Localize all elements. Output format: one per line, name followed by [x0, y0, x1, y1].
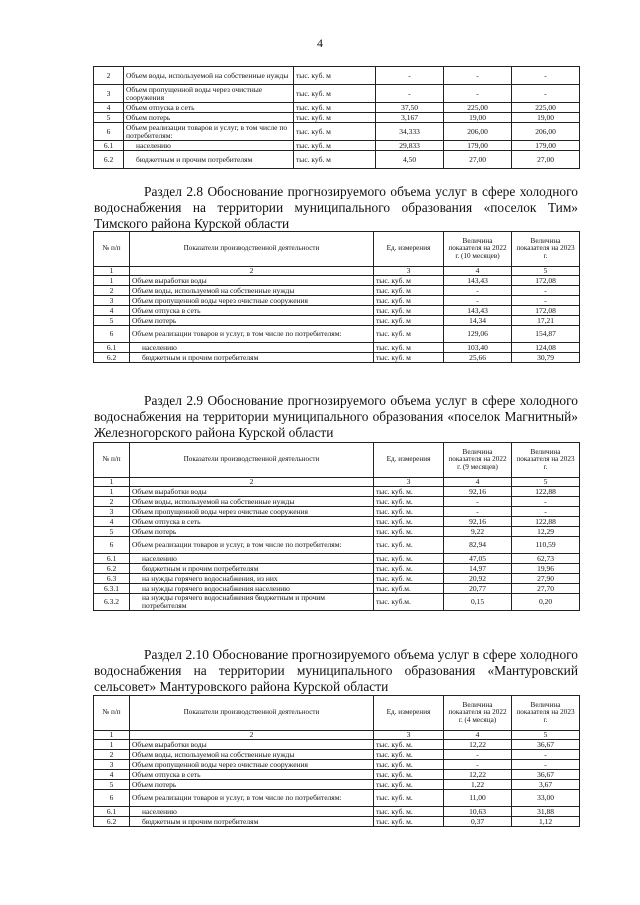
value-2022-cell: 1,22: [444, 780, 512, 790]
indicator-name-cell: Объем пропущенной воды через очистные сооружения: [130, 296, 374, 306]
indicator-name-cell: Объем воды, используемой на собственные нужды: [130, 286, 374, 296]
value-2022-cell: 14,34: [444, 316, 512, 326]
value-2023-cell: 12,29: [512, 527, 580, 537]
value-2023-cell: 1,12: [512, 817, 580, 827]
column-number-cell: 2: [130, 267, 374, 276]
value-2022-cell: 129,06: [444, 326, 512, 343]
value-2023-cell: 154,87: [512, 326, 580, 343]
value-2023-cell: 122,88: [512, 517, 580, 527]
column-number-cell: 4: [444, 478, 512, 487]
value-cell: 179,00: [444, 141, 512, 151]
value-2022-cell: -: [444, 497, 512, 507]
unit-cell: тыс. куб. м: [374, 306, 444, 316]
header-value-2022: Величина показателя на 2022 г. (9 месяцев): [444, 443, 512, 478]
header-unit: Ед. измерения: [374, 443, 444, 478]
value-2022-cell: -: [444, 296, 512, 306]
indicator-name-cell: Объем пропущенной воды через очистные сооружения: [130, 507, 374, 517]
value-2022-cell: 143,43: [444, 276, 512, 286]
header-value-2023: Величина показателя на 2023 г.: [512, 443, 580, 478]
table-row: [94, 286, 580, 296]
value-2023-cell: 30,79: [512, 353, 580, 363]
value-2023-cell: 62,73: [512, 554, 580, 564]
unit-cell: тыс. куб. м.: [374, 564, 444, 574]
value-2022-cell: 0,37: [444, 817, 512, 827]
table-row: [94, 113, 580, 123]
value-2022-cell: -: [444, 750, 512, 760]
column-number-cell: 5: [512, 267, 580, 276]
table-header-row: [94, 696, 580, 731]
value-2023-cell: 172,08: [512, 306, 580, 316]
value-2022-cell: 10,63: [444, 807, 512, 817]
value-2022-cell: 12,22: [444, 740, 512, 750]
indicator-name-cell: Объем реализации товаров и услуг, в том числе по потребителям:: [124, 123, 294, 141]
value-2023-cell: -: [512, 286, 580, 296]
column-number-cell: 1: [94, 267, 130, 276]
unit-cell: тыс. куб. м.: [374, 497, 444, 507]
column-number-cell: 2: [130, 731, 374, 740]
row-number-cell: 6: [94, 790, 130, 807]
column-numbering-row: [94, 267, 580, 276]
unit-cell: тыс. куб. м: [374, 286, 444, 296]
table-row: [94, 306, 580, 316]
indicator-name-cell: Объем потерь: [130, 316, 374, 326]
table-row: [94, 807, 580, 817]
unit-cell: тыс. куб. м.: [374, 807, 444, 817]
table-row: [94, 584, 580, 594]
table-row: [94, 517, 580, 527]
column-number-cell: 5: [512, 478, 580, 487]
value-2022-cell: 82,94: [444, 537, 512, 554]
section-heading-2-8: Раздел 2.8 Обоснование прогнозируемого объема услуг в сфере холодного водоснабжения на территории муниципального образования «поселок Тим» Тимского района Курской области: [94, 184, 578, 231]
unit-cell: тыс. куб. м: [294, 123, 376, 141]
indicator-name-cell: Объем выработки воды: [130, 740, 374, 750]
value-cell: 34,333: [376, 123, 444, 141]
unit-cell: тыс. куб. м.: [374, 790, 444, 807]
value-cell: 37,50: [376, 103, 444, 113]
value-2023-cell: 36,67: [512, 740, 580, 750]
value-2023-cell: -: [512, 507, 580, 517]
indicator-name-cell: Объем отпуска в сеть: [130, 517, 374, 527]
unit-cell: тыс. куб. м.: [374, 554, 444, 564]
value-cell: 4,50: [376, 151, 444, 169]
row-number-cell: 6.2: [94, 817, 130, 827]
unit-cell: тыс. куб.м.: [374, 584, 444, 594]
indicator-name-cell: Объем воды, используемой на собственные нужды: [124, 67, 294, 85]
unit-cell: тыс. куб. м: [374, 343, 444, 353]
table-row: [94, 326, 580, 343]
column-number-cell: 5: [512, 731, 580, 740]
value-cell: 27,00: [444, 151, 512, 169]
row-number-cell: 4: [94, 306, 130, 316]
value-2023-cell: -: [512, 760, 580, 770]
unit-cell: тыс. куб. м: [374, 326, 444, 343]
value-2023-cell: 36,67: [512, 770, 580, 780]
column-number-cell: 4: [444, 731, 512, 740]
value-2022-cell: 143,43: [444, 306, 512, 316]
value-2022-cell: 9,22: [444, 527, 512, 537]
indicator-name-cell: Объем пропущенной воды через очистные сооружения: [124, 85, 294, 103]
indicator-name-cell: Объем отпуска в сеть: [130, 770, 374, 780]
indicator-name-cell: Объем реализации товаров и услуг, в том числе по потребителям:: [130, 790, 374, 807]
table-row: [94, 564, 580, 574]
value-2022-cell: 11,00: [444, 790, 512, 807]
indicator-name-cell: Объем потерь: [130, 527, 374, 537]
value-2023-cell: 172,08: [512, 276, 580, 286]
table-row: [94, 296, 580, 306]
indicator-name-cell: Объем выработки воды: [130, 276, 374, 286]
unit-cell: тыс. куб. м: [374, 353, 444, 363]
table-header-row: [94, 443, 580, 478]
value-cell: -: [376, 85, 444, 103]
indicator-name-cell: Объем реализации товаров и услуг, в том числе по потребителям:: [130, 326, 374, 343]
column-number-cell: 1: [94, 731, 130, 740]
row-number-cell: 2: [94, 67, 124, 85]
header-number: № п/п: [94, 696, 130, 731]
unit-cell: тыс. куб. м.: [374, 507, 444, 517]
unit-cell: тыс. куб. м: [294, 113, 376, 123]
table-row: [94, 760, 580, 770]
unit-cell: тыс. куб. м: [294, 141, 376, 151]
value-2022-cell: 12,22: [444, 770, 512, 780]
indicator-name-cell: бюджетным и прочим потребителям: [130, 817, 374, 827]
value-2023-cell: -: [512, 497, 580, 507]
indicator-name-cell: бюджетным и прочим потребителям: [124, 151, 294, 169]
table-row: [94, 554, 580, 564]
table-row: [94, 276, 580, 286]
indicator-name-cell: на нужды горячего водоснабжения населению: [130, 584, 374, 594]
header-unit: Ед. измерения: [374, 232, 444, 267]
value-cell: -: [512, 67, 580, 85]
table-row: [94, 740, 580, 750]
indicator-name-cell: Объем воды, используемой на собственные нужды: [130, 750, 374, 760]
row-number-cell: 6.3: [94, 574, 130, 584]
unit-cell: тыс. куб. м.: [374, 750, 444, 760]
table-row: [94, 790, 580, 807]
table-row: [94, 594, 580, 611]
row-number-cell: 6.1: [94, 554, 130, 564]
row-number-cell: 4: [94, 517, 130, 527]
unit-cell: тыс. куб. м: [294, 151, 376, 169]
row-number-cell: 6.2: [94, 151, 124, 169]
value-2023-cell: 122,88: [512, 487, 580, 497]
table-row: [94, 817, 580, 827]
value-cell: 19,00: [444, 113, 512, 123]
row-number-cell: 3: [94, 507, 130, 517]
indicator-name-cell: на нужды горячего водоснабжения, из них: [130, 574, 374, 584]
value-cell: -: [444, 85, 512, 103]
value-2022-cell: 20,92: [444, 574, 512, 584]
indicator-name-cell: населению: [130, 807, 374, 817]
indicator-name-cell: Объем пропущенной воды через очистные сооружения: [130, 760, 374, 770]
value-cell: 27,00: [512, 151, 580, 169]
row-number-cell: 6.1: [94, 343, 130, 353]
indicator-name-cell: бюджетным и прочим потребителям: [130, 564, 374, 574]
value-2022-cell: 0,15: [444, 594, 512, 611]
value-cell: 206,00: [512, 123, 580, 141]
unit-cell: тыс. куб. м.: [374, 537, 444, 554]
table-row: [94, 123, 580, 141]
value-2023-cell: 27,70: [512, 584, 580, 594]
row-number-cell: 5: [94, 527, 130, 537]
row-number-cell: 6: [94, 326, 130, 343]
value-cell: 29,833: [376, 141, 444, 151]
table-row: [94, 780, 580, 790]
row-number-cell: 4: [94, 103, 124, 113]
row-number-cell: 6.3.2: [94, 594, 130, 611]
indicator-name-cell: Объем выработки воды: [130, 487, 374, 497]
table-row: [94, 537, 580, 554]
table-row: [94, 151, 580, 169]
column-numbering-row: [94, 478, 580, 487]
unit-cell: тыс. куб. м: [294, 67, 376, 85]
table-section-2-10: [93, 695, 580, 827]
row-number-cell: 4: [94, 770, 130, 780]
table-section-2-9: [93, 442, 580, 611]
table-row: [94, 750, 580, 760]
row-number-cell: 5: [94, 113, 124, 123]
row-number-cell: 5: [94, 780, 130, 790]
column-number-cell: 3: [374, 731, 444, 740]
header-indicator: Показатели производственной деятельности: [130, 232, 374, 267]
unit-cell: тыс. куб. м.: [374, 770, 444, 780]
column-number-cell: 4: [444, 267, 512, 276]
unit-cell: тыс. куб.м.: [374, 594, 444, 611]
value-2022-cell: 14,97: [444, 564, 512, 574]
value-2023-cell: 110,59: [512, 537, 580, 554]
value-2023-cell: 17,21: [512, 316, 580, 326]
header-unit: Ед. измерения: [374, 696, 444, 731]
unit-cell: тыс. куб. м: [294, 103, 376, 113]
indicator-name-cell: Объем отпуска в сеть: [130, 306, 374, 316]
value-cell: 225,00: [512, 103, 580, 113]
table-row: [94, 574, 580, 584]
row-number-cell: 6.1: [94, 141, 124, 151]
column-numbering-row: [94, 731, 580, 740]
indicator-name-cell: Объем реализации товаров и услуг, в том числе по потребителям:: [130, 537, 374, 554]
value-cell: 19,00: [512, 113, 580, 123]
value-2023-cell: -: [512, 296, 580, 306]
indicator-name-cell: Объем потерь: [124, 113, 294, 123]
header-value-2022: Величина показателя на 2022 г. (4 месяца): [444, 696, 512, 731]
indicator-name-cell: Объем отпуска в сеть: [124, 103, 294, 113]
value-2023-cell: 0,20: [512, 594, 580, 611]
value-2022-cell: -: [444, 286, 512, 296]
value-2023-cell: 3,67: [512, 780, 580, 790]
value-2023-cell: 33,00: [512, 790, 580, 807]
table-row: [94, 67, 580, 85]
table-section-2-8: [93, 231, 580, 363]
value-2023-cell: 124,08: [512, 343, 580, 353]
value-cell: -: [376, 67, 444, 85]
unit-cell: тыс. куб. м.: [374, 780, 444, 790]
column-number-cell: 3: [374, 478, 444, 487]
row-number-cell: 6.1: [94, 807, 130, 817]
header-indicator: Показатели производственной деятельности: [130, 443, 374, 478]
row-number-cell: 6.2: [94, 564, 130, 574]
unit-cell: тыс. куб. м.: [374, 574, 444, 584]
header-value-2023: Величина показателя на 2023 г.: [512, 232, 580, 267]
table-row: [94, 497, 580, 507]
unit-cell: тыс. куб. м.: [374, 517, 444, 527]
value-2023-cell: -: [512, 750, 580, 760]
unit-cell: тыс. куб. м: [374, 316, 444, 326]
table-row: [94, 527, 580, 537]
unit-cell: тыс. куб. м.: [374, 527, 444, 537]
row-number-cell: 3: [94, 85, 124, 103]
row-number-cell: 6: [94, 537, 130, 554]
value-2022-cell: 92,16: [444, 487, 512, 497]
table-row: [94, 507, 580, 517]
value-2022-cell: 47,05: [444, 554, 512, 564]
value-cell: 225,00: [444, 103, 512, 113]
table-row: [94, 487, 580, 497]
unit-cell: тыс. куб. м: [374, 276, 444, 286]
row-number-cell: 6.3.1: [94, 584, 130, 594]
table-row: [94, 103, 580, 113]
table-row: [94, 343, 580, 353]
indicator-name-cell: Объем потерь: [130, 780, 374, 790]
row-number-cell: 2: [94, 286, 130, 296]
value-cell: 3,167: [376, 113, 444, 123]
section-heading-2-10: Раздел 2.10 Обоснование прогнозируемого объема услуг в сфере холодного водоснабжения на территории муниципального образования «Мантуровский сельсовет» Мантуровского района Курской области: [94, 647, 578, 694]
row-number-cell: 1: [94, 740, 130, 750]
table-row: [94, 353, 580, 363]
column-number-cell: 1: [94, 478, 130, 487]
page-number: 4: [317, 36, 323, 50]
unit-cell: тыс. куб. м: [294, 85, 376, 103]
indicator-name-cell: Объем воды, используемой на собственные нужды: [130, 497, 374, 507]
row-number-cell: 1: [94, 276, 130, 286]
value-2023-cell: 19,96: [512, 564, 580, 574]
table-header-row: [94, 232, 580, 267]
row-number-cell: 3: [94, 296, 130, 306]
header-number: № п/п: [94, 443, 130, 478]
table-row: [94, 770, 580, 780]
row-number-cell: 2: [94, 497, 130, 507]
value-2022-cell: -: [444, 507, 512, 517]
value-2023-cell: 27,90: [512, 574, 580, 584]
unit-cell: тыс. куб. м.: [374, 760, 444, 770]
table-row: [94, 316, 580, 326]
value-cell: 179,00: [512, 141, 580, 151]
row-number-cell: 6.2: [94, 353, 130, 363]
indicator-name-cell: бюджетным и прочим потребителям: [130, 353, 374, 363]
header-value-2023: Величина показателя на 2023 г.: [512, 696, 580, 731]
value-2022-cell: 25,66: [444, 353, 512, 363]
table-row: [94, 85, 580, 103]
column-number-cell: 2: [130, 478, 374, 487]
value-2023-cell: 31,88: [512, 807, 580, 817]
value-cell: 206,00: [444, 123, 512, 141]
header-number: № п/п: [94, 232, 130, 267]
indicator-name-cell: населению: [130, 343, 374, 353]
value-2022-cell: -: [444, 760, 512, 770]
unit-cell: тыс. куб. м.: [374, 817, 444, 827]
header-value-2022: Величина показателя на 2022 г. (10 месяцев): [444, 232, 512, 267]
row-number-cell: 6: [94, 123, 124, 141]
unit-cell: тыс. куб. м.: [374, 740, 444, 750]
value-cell: -: [512, 85, 580, 103]
section-heading-2-9: Раздел 2.9 Обоснование прогнозируемого объема услуг в сфере холодного водоснабжения на территории муниципального образования «поселок Магнитный» Железногорского района Курской области: [94, 393, 578, 440]
row-number-cell: 2: [94, 750, 130, 760]
indicator-name-cell: населению: [124, 141, 294, 151]
value-2022-cell: 20,77: [444, 584, 512, 594]
row-number-cell: 3: [94, 760, 130, 770]
header-indicator: Показатели производственной деятельности: [130, 696, 374, 731]
row-number-cell: 5: [94, 316, 130, 326]
indicator-name-cell: населению: [130, 554, 374, 564]
unit-cell: тыс. куб. м.: [374, 487, 444, 497]
indicator-name-cell: на нужды горячего водоснабжения бюджетным и прочим потребителям: [130, 594, 374, 611]
table-row: [94, 141, 580, 151]
table-continued-section: [93, 66, 580, 169]
value-2022-cell: 92,16: [444, 517, 512, 527]
value-2022-cell: 103,40: [444, 343, 512, 353]
unit-cell: тыс. куб. м: [374, 296, 444, 306]
row-number-cell: 1: [94, 487, 130, 497]
value-cell: -: [444, 67, 512, 85]
column-number-cell: 3: [374, 267, 444, 276]
